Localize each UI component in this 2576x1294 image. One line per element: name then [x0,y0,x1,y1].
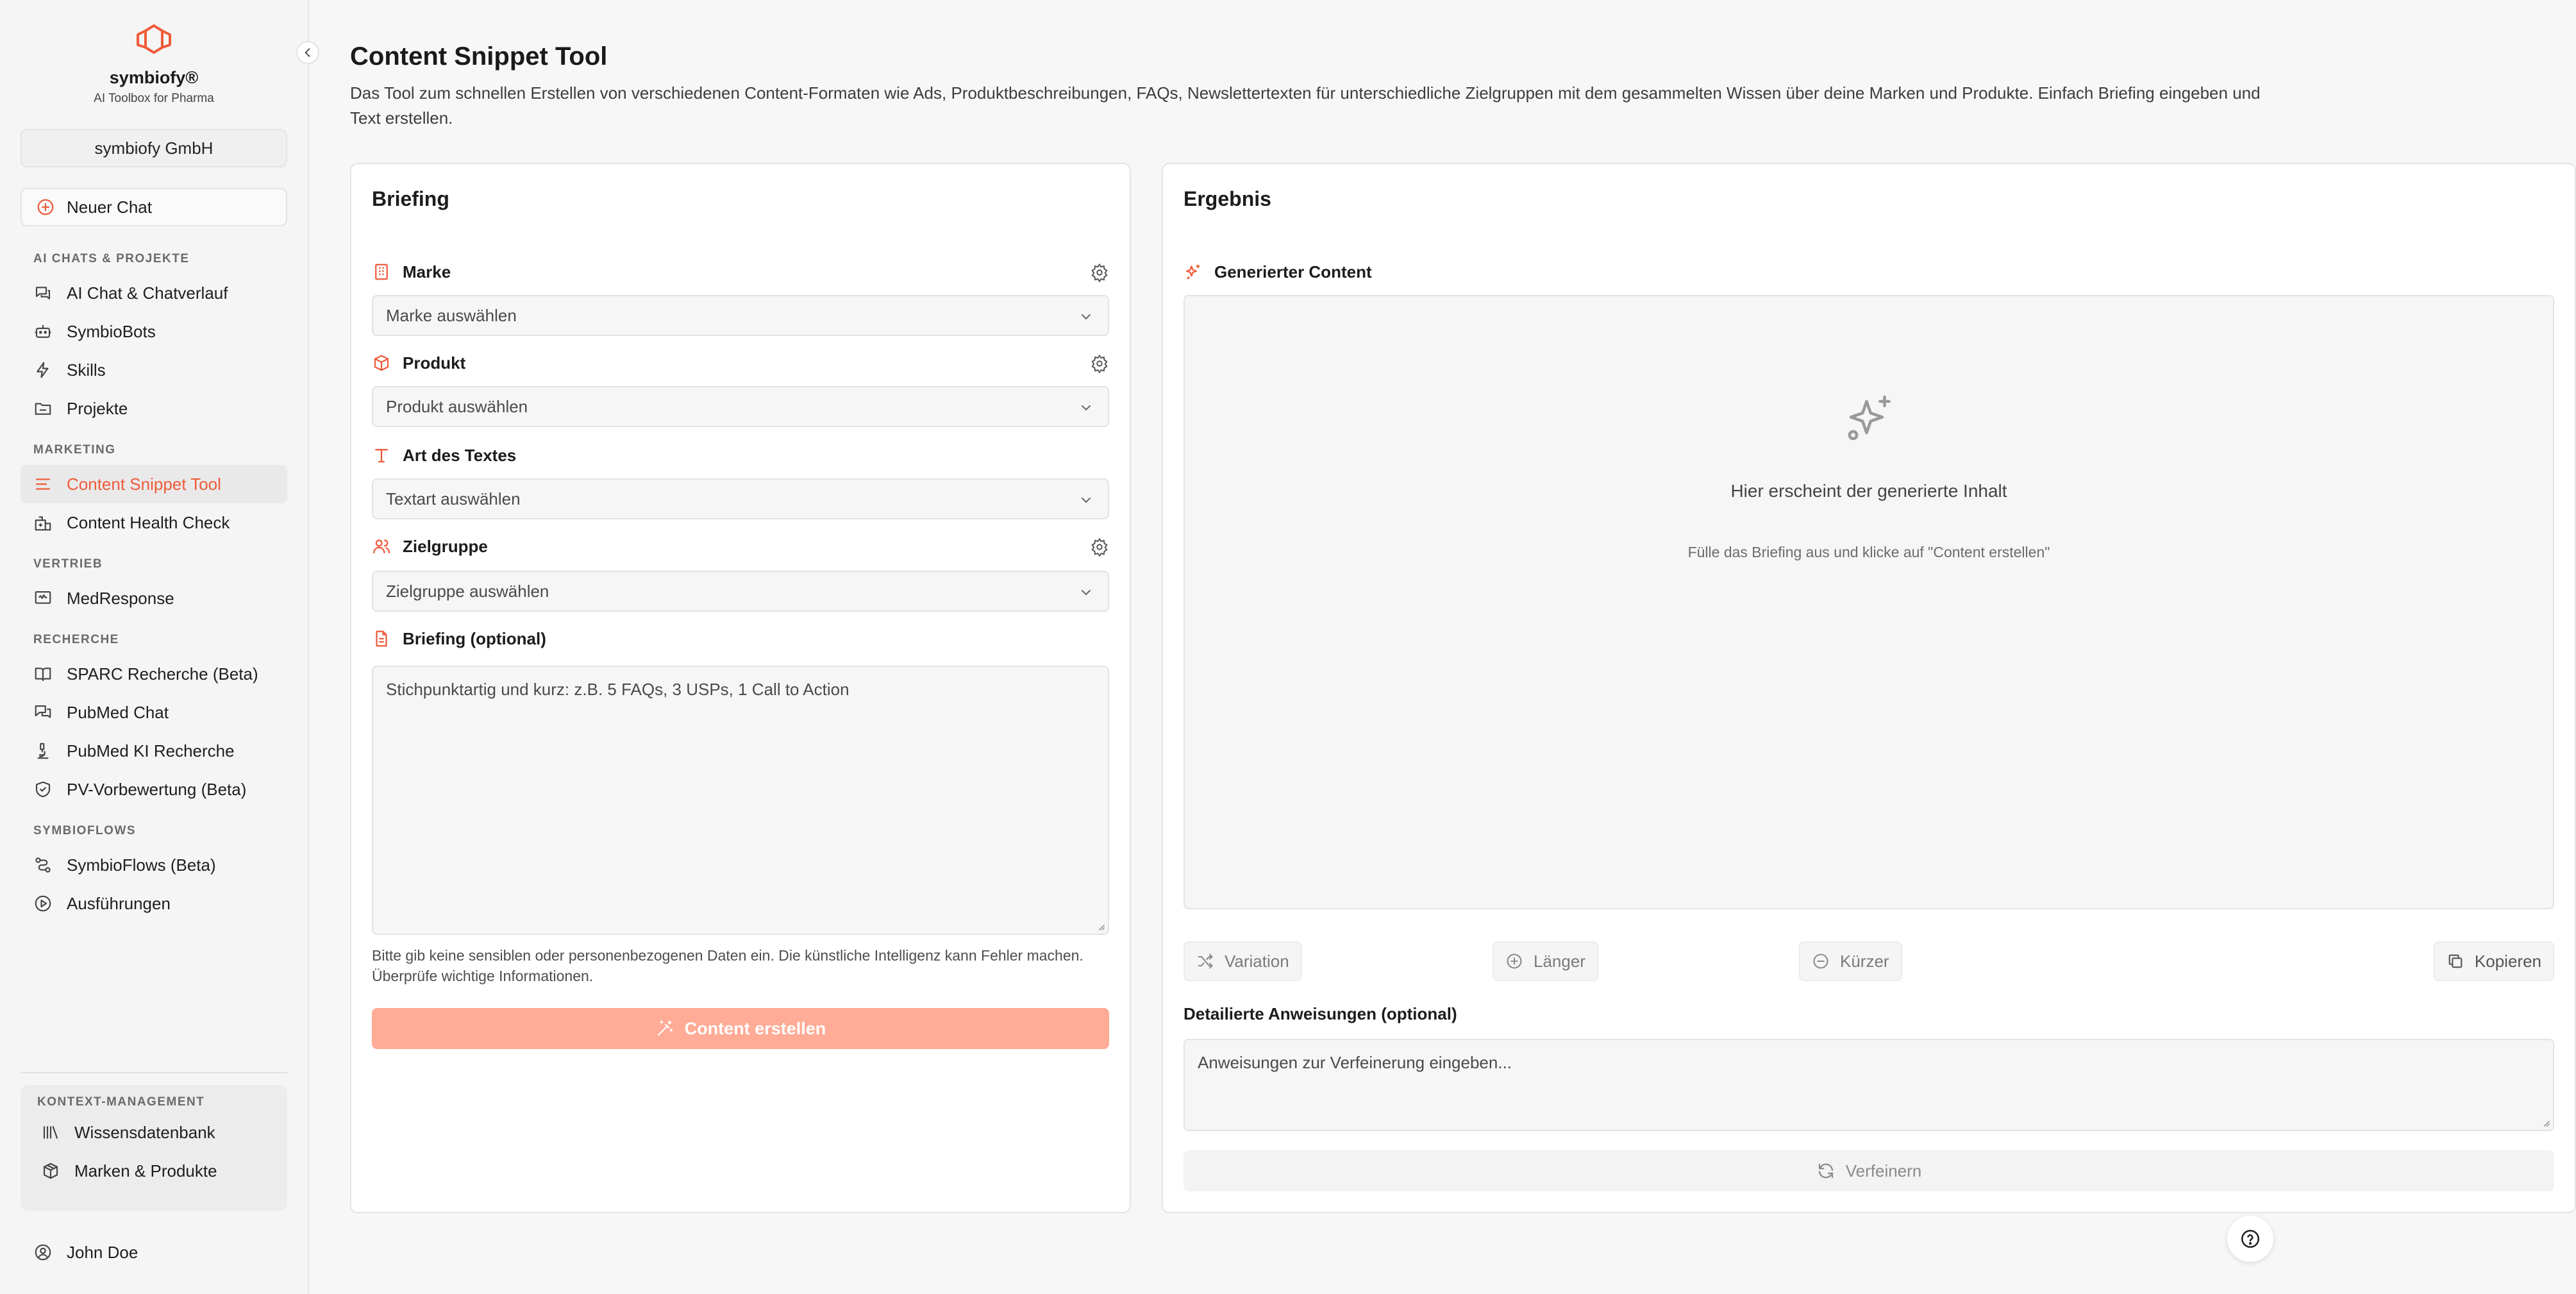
sidebar-item-label: SymbioBots [67,321,156,341]
textart-select[interactable] [372,478,1109,519]
marke-select[interactable] [372,295,1109,336]
sidebar-item-label: Ausführungen [67,893,171,913]
page-description: Das Tool zum schnellen Erstellen von verschiedenen Content-Formaten wie Ads, Produktbeschreibungen, FAQs, Newslettertexten für unterschiedliche Zielgruppen mit dem gesammelten Wissen über deine Marken und Produkte. Einfach Briefing eingeben und Text erstellen. [350,83,2261,128]
verfeinern-label: Verfeinern [1845,1161,1922,1181]
folder-icon [33,399,53,418]
marke-label-text: Marke [403,262,451,281]
sidebar-item-pubmed-ki-recherche[interactable] [21,732,287,770]
page-title: Content Snippet Tool [350,42,608,71]
shield-check-icon [33,780,53,799]
generated-content-label-text: Generierter Content [1214,262,1372,281]
generated-content-label [1183,259,2554,285]
plus-circle-icon [36,197,55,217]
sidebar-item-label: Content Snippet Tool [67,474,221,494]
gear-icon[interactable] [1090,537,1109,557]
main-content [309,0,2541,1294]
box-icon [372,353,391,373]
workflow-icon [33,855,53,875]
help-circle-icon [2239,1228,2261,1250]
content-erstellen-button[interactable] [372,1008,1109,1049]
kopieren-button[interactable] [2434,941,2554,981]
chevron-left-icon [301,46,314,59]
section-title-recherche: RECHERCHE [33,633,119,646]
sidebar-item-wissensdatenbank[interactable] [21,1113,287,1152]
disclaimer-text: Bitte gib keine sensiblen oder personenbezogenen Daten ein. Die künstliche Intelligenz kann Fehler machen. Überprüfe wichtige Informationen. [372,947,1083,984]
chevron-down-icon [1078,492,1094,508]
sidebar-item-label: Marken & Produkte [74,1161,217,1181]
result-title: Ergebnis [1183,187,1271,210]
chevron-down-icon [1078,400,1094,416]
sidebar-item-symbiobots[interactable] [21,312,287,351]
resize-handle-icon[interactable] [1096,922,1105,931]
user-name: John Doe [67,1242,138,1262]
chat-history-icon [33,283,53,303]
produkt-label-text: Produkt [403,353,466,373]
kuerzer-button[interactable] [1799,941,1902,981]
textart-select-value: Textart auswählen [386,489,521,508]
sidebar-nav [0,252,308,923]
sidebar [0,0,309,1294]
chat-bubbles-icon [33,703,53,722]
variation-label: Variation [1225,951,1289,971]
help-button[interactable] [2227,1216,2273,1262]
text-type-icon [372,446,391,465]
zielgruppe-select-value: Zielgruppe auswählen [386,581,549,601]
med-response-icon [33,589,53,608]
chevron-down-icon [1078,585,1094,600]
lightning-icon [33,360,53,380]
collapse-sidebar-button[interactable] [296,41,319,64]
plus-circle-icon [1505,952,1523,970]
user-item[interactable] [21,1233,287,1272]
sparkles-placeholder-icon [1842,392,1896,446]
laenger-button[interactable] [1493,941,1598,981]
sidebar-item-label: SPARC Recherche (Beta) [67,664,258,684]
instructions-textarea[interactable] [1183,1039,2554,1131]
sidebar-item-medresponse[interactable] [21,579,287,618]
empty-state-title: Hier erscheint der generierte Inhalt [1730,481,2007,501]
sidebar-item-sparc-recherche[interactable] [21,655,287,693]
sidebar-item-ausfuehrungen[interactable] [21,884,287,923]
symbiofy-logo-icon [133,22,175,56]
sidebar-item-label: MedResponse [67,588,174,608]
zielgruppe-label-text: Zielgruppe [403,536,488,556]
gear-icon[interactable] [1090,263,1109,282]
zielgruppe-select[interactable] [372,571,1109,612]
users-icon [372,537,391,556]
section-title-ai-chats: AI CHATS & PROJEKTE [33,252,190,265]
briefing-title: Briefing [372,187,449,210]
section-title-kontext: KONTEXT-MANAGEMENT [37,1095,205,1109]
document-icon [372,629,391,648]
content-erstellen-label: Content erstellen [684,1018,826,1038]
marke-select-value: Marke auswählen [386,305,517,325]
brand [0,0,308,106]
user-menu[interactable] [21,1233,287,1272]
section-title-vertrieb: VERTRIEB [33,557,103,571]
bot-icon [33,322,53,341]
new-chat-button[interactable] [21,188,287,226]
sidebar-item-label: PubMed KI Recherche [67,741,235,760]
sidebar-item-label: Wissensdatenbank [74,1122,215,1142]
briefing-optional-label [372,626,1109,651]
brand-name: symbiofy® [109,68,199,87]
zielgruppe-label [372,534,1109,559]
context-management-box [21,1085,287,1211]
sidebar-item-label: Projekte [67,398,128,418]
refresh-icon [1816,1161,1836,1181]
sidebar-item-content-health-check[interactable] [21,503,287,542]
sidebar-item-label: Content Health Check [67,512,230,532]
produkt-label [372,350,1109,376]
sidebar-item-label: SymbioFlows (Beta) [67,855,216,875]
sidebar-divider [21,1072,287,1073]
produkt-select-value: Produkt auswählen [386,396,528,416]
library-icon [41,1123,60,1142]
text-lines-icon [33,475,53,494]
briefing-card [350,163,1131,1213]
chevron-down-icon [1078,309,1094,324]
instructions-label: Detailierte Anweisungen (optional) [1183,1004,1457,1023]
kuerzer-label: Kürzer [1840,951,1889,971]
section-title-marketing: MARKETING [33,443,116,457]
gear-icon[interactable] [1090,354,1109,373]
sidebar-item-label: PubMed Chat [67,702,169,722]
empty-state-subtitle: Fülle das Briefing aus und klicke auf "Content erstellen" [1687,544,2050,560]
sidebar-item-pubmed-chat[interactable] [21,693,287,732]
marke-label [372,259,1109,285]
magic-wand-icon [655,1019,674,1038]
produkt-select[interactable] [372,386,1109,427]
sidebar-item-content-snippet-tool[interactable] [21,465,287,503]
sidebar-item-label: AI Chat & Chatverlauf [67,283,228,303]
package-icon [41,1161,60,1181]
user-circle-icon [33,1243,53,1262]
organization-selector[interactable]: symbiofy GmbH [21,129,287,167]
resize-handle-icon[interactable] [2541,1118,2550,1127]
sidebar-item-ai-chat[interactable] [21,274,287,312]
minus-circle-icon [1812,952,1830,970]
copy-icon [2446,952,2464,970]
verfeinern-button[interactable] [1183,1150,2554,1191]
sidebar-item-label: PV-Vorbewertung (Beta) [67,779,247,799]
sparkles-icon [1183,262,1203,281]
laenger-label: Länger [1534,951,1585,971]
result-card [1162,163,2576,1213]
sidebar-item-label: Skills [67,360,106,380]
health-check-icon [33,513,53,532]
variation-button[interactable] [1183,941,1302,981]
briefing-optional-label-text: Briefing (optional) [403,628,546,648]
art-label-text: Art des Textes [403,445,517,465]
shuffle-icon [1196,952,1214,970]
kopieren-label: Kopieren [2474,951,2541,971]
sidebar-item-symbioflows[interactable] [21,846,287,884]
instructions-placeholder: Anweisungen zur Verfeinerung eingeben... [1198,1053,1512,1072]
microscope-icon [33,741,53,760]
art-label [372,442,1109,468]
sidebar-item-projekte[interactable] [21,389,287,428]
generated-content-area [1183,295,2554,909]
sidebar-item-marken-produkte[interactable] [21,1152,287,1190]
building-icon [372,262,391,281]
briefing-textarea[interactable] [372,666,1109,935]
play-circle-icon [33,894,53,913]
briefing-placeholder: Stichpunktartig und kurz: z.B. 5 FAQs, 3 USPs, 1 Call to Action [386,680,849,699]
book-open-icon [33,664,53,684]
sidebar-item-skills[interactable] [21,351,287,389]
new-chat-label: Neuer Chat [67,197,152,217]
sidebar-item-pv-vorbewertung[interactable] [21,770,287,809]
brand-subtitle: AI Toolbox for Pharma [94,92,214,105]
section-title-symbioflows: SYMBIOFLOWS [33,824,137,837]
